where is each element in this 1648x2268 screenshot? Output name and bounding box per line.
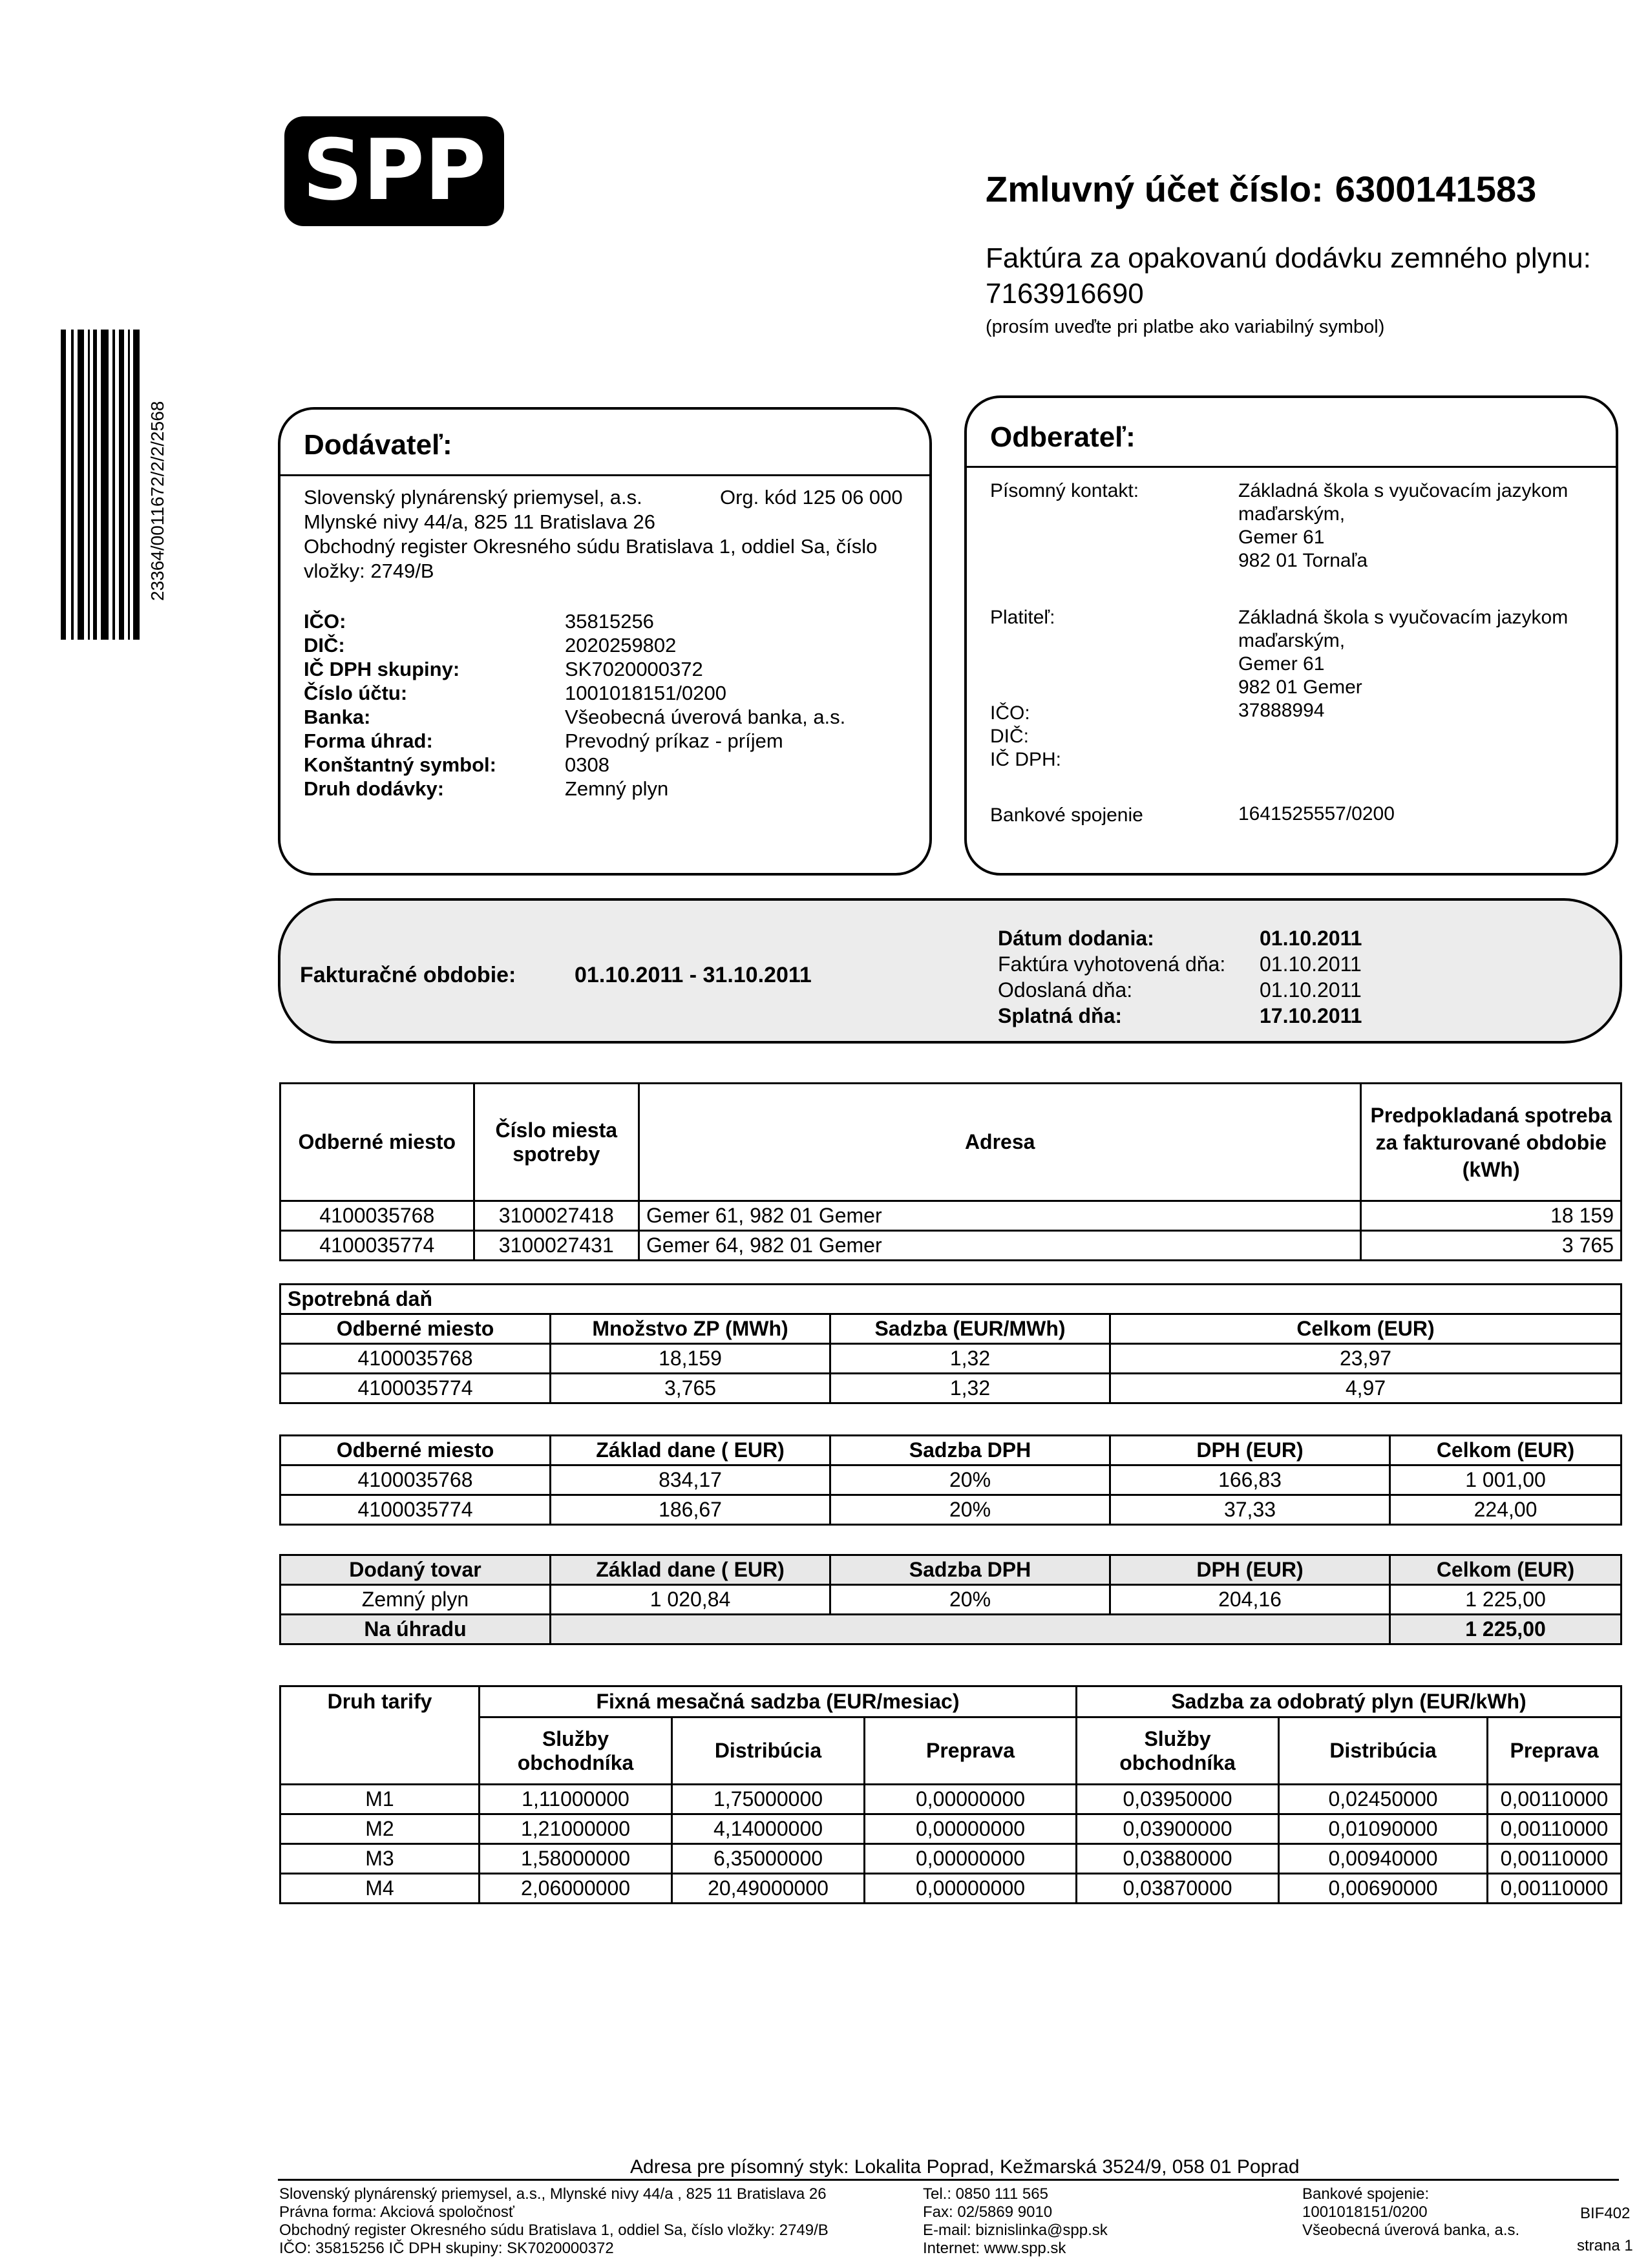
table-cell: 0,00940000 [1279, 1844, 1488, 1874]
table-cell: 0,00000000 [865, 1844, 1077, 1874]
payer-line: Základná škola s vyučovacím jazykom [1238, 607, 1569, 628]
table-cell: 3,765 [551, 1374, 830, 1403]
table-header: Druh tarify [280, 1686, 480, 1785]
table-cell: 20,49000000 [672, 1874, 865, 1904]
table-header: Preprava [865, 1717, 1077, 1785]
table-cell: 0,02450000 [1279, 1785, 1488, 1814]
table-header: Množstvo ZP (MWh) [551, 1314, 830, 1344]
footer-bank [1302, 2185, 1519, 2240]
customer-dic-label: DIČ: [990, 726, 1029, 747]
table-title: Spotrebná daň [280, 1285, 1622, 1314]
total-value: 1 225,00 [1390, 1615, 1622, 1644]
table-header: Sadzba (EUR/MWh) [830, 1314, 1110, 1344]
table-header: Adresa [639, 1084, 1361, 1201]
contact-line: maďarským, [1238, 503, 1346, 525]
table-cell: 0,03870000 [1077, 1874, 1279, 1904]
table-cell: Gemer 61, 982 01 Gemer [639, 1201, 1361, 1231]
table-cell: 0,01090000 [1279, 1814, 1488, 1844]
table-cell: 1 001,00 [1390, 1465, 1622, 1495]
table-cell: 166,83 [1110, 1465, 1390, 1495]
table-cell: 1,32 [830, 1374, 1110, 1403]
customer-icdph-label: IČ DPH: [990, 749, 1062, 770]
table-cell: Zemný plyn [280, 1585, 551, 1615]
table-cell: M2 [280, 1814, 480, 1844]
table-row [280, 1814, 1622, 1844]
vat-table [279, 1434, 1622, 1526]
bank-label: Bankové spojenie [990, 804, 1143, 826]
supplier-field-label: Číslo účtu: [304, 682, 408, 704]
table-cell: 4100035768 [280, 1465, 551, 1495]
table-cell: 2,06000000 [480, 1874, 672, 1904]
customer-ico-label: IČO: [990, 702, 1030, 724]
table-cell: 4100035774 [280, 1495, 551, 1525]
invoice-note: (prosím uveďte pri platbe ako variabilný symbol) [986, 317, 1385, 337]
table-header: Predpokladaná spotreba za fakturované obdobie (kWh) [1361, 1084, 1622, 1201]
table-cell: M4 [280, 1874, 480, 1904]
table-header: Celkom (EUR) [1390, 1436, 1622, 1465]
table-header: Sadzba DPH [830, 1436, 1110, 1465]
supplier-field-label: Forma úhrad: [304, 730, 433, 752]
table-cell: 224,00 [1390, 1495, 1622, 1525]
footer-line: Všeobecná úverová banka, a.s. [1302, 2221, 1520, 2239]
footer-divider [278, 2179, 1619, 2181]
table-header: Celkom (EUR) [1390, 1555, 1622, 1585]
footer-line: IČO: 35815256 IČ DPH skupiny: SK7020000372 [279, 2240, 614, 2257]
form-code: BIF402 [1580, 2205, 1631, 2222]
table-header: Odberné miesto [280, 1436, 551, 1465]
period-value: 01.10.2011 - 31.10.2011 [575, 963, 812, 987]
table-cell: 0,00000000 [865, 1785, 1077, 1814]
table-cell: 18 159 [1361, 1201, 1622, 1231]
table-row [280, 1465, 1622, 1495]
table-cell: 0,00110000 [1488, 1814, 1622, 1844]
customer-box [964, 395, 1618, 876]
table-cell: Gemer 64, 982 01 Gemer [639, 1231, 1361, 1261]
supplier-field-label: IČO: [304, 610, 346, 633]
table-cell: M3 [280, 1844, 480, 1874]
supplier-field-value: 0308 [565, 753, 609, 776]
footer-line: Právna forma: Akciová spoločnosť [279, 2203, 514, 2221]
table-cell: 1,32 [830, 1344, 1110, 1374]
supplier-register: Obchodný register Okresného súdu Bratislava 1, oddiel Sa, číslo [304, 535, 878, 558]
table-cell: 1,21000000 [480, 1814, 672, 1844]
table-header: DPH (EUR) [1110, 1436, 1390, 1465]
table-header: DPH (EUR) [1110, 1555, 1390, 1585]
footer-line: Bankové spojenie: [1302, 2185, 1430, 2203]
page-number: strana 1 [1577, 2237, 1633, 2254]
table-row [280, 1844, 1622, 1874]
table-cell: 834,17 [551, 1465, 830, 1495]
table-cell: 0,00000000 [865, 1874, 1077, 1904]
footer-line: Slovenský plynárenský priemysel, a.s., Mlynské nivy 44/a , 825 11 Bratislava 26 [279, 2185, 827, 2203]
table-row [280, 1585, 1622, 1615]
goods-total-table [279, 1554, 1622, 1645]
table-cell: 20% [830, 1465, 1110, 1495]
table-cell: 1,58000000 [480, 1844, 672, 1874]
invoice-number: 7163916690 [986, 278, 1144, 310]
table-row [280, 1344, 1622, 1374]
table-header: Odberné miesto [280, 1314, 551, 1344]
table-header: Sadzba DPH [830, 1555, 1110, 1585]
contact-line: 982 01 Tornaľa [1238, 550, 1368, 571]
supplier-address: Mlynské nivy 44/a, 825 11 Bratislava 26 [304, 510, 655, 533]
footer-contacts [923, 2185, 1108, 2258]
payer-line: Gemer 61 [1238, 653, 1325, 675]
supplier-box [278, 407, 932, 876]
supplier-field-label: Banka: [304, 706, 371, 728]
table-header: Základ dane ( EUR) [551, 1555, 830, 1585]
table-header: Sadzba za odobratý plyn (EUR/kWh) [1077, 1686, 1622, 1717]
date-label: Faktúra vyhotovená dňa: [998, 952, 1226, 976]
spp-logo [284, 116, 504, 226]
supplier-field-value: 1001018151/0200 [565, 682, 726, 704]
tariffs-table [279, 1685, 1622, 1904]
bank-value: 1641525557/0200 [1238, 803, 1395, 824]
supplier-field-value: SK7020000372 [565, 658, 703, 680]
customer-title: Odberateľ: [990, 421, 1136, 453]
footer-line: Tel.: 0850 111 565 [923, 2185, 1048, 2203]
period-label: Fakturačné obdobie: [300, 963, 516, 987]
table-cell: 1,11000000 [480, 1785, 672, 1814]
payer-line: maďarským, [1238, 630, 1346, 651]
contract-label: Zmluvný účet číslo: [986, 169, 1324, 209]
date-label: Odoslaná dňa: [998, 978, 1133, 1002]
table-cell: M1 [280, 1785, 480, 1814]
date-label: Dátum dodania: [998, 927, 1154, 950]
table-cell: 1 225,00 [1390, 1585, 1622, 1615]
mailing-address: Adresa pre písomný styk: Lokalita Poprad, Kežmarská 3524/9, 058 01 Poprad [630, 2156, 1300, 2178]
table-cell: 0,03950000 [1077, 1785, 1279, 1814]
table-cell: 0,00110000 [1488, 1785, 1622, 1814]
supplier-field-label: DIČ: [304, 634, 345, 656]
table-row [280, 1874, 1622, 1904]
table-row [280, 1495, 1622, 1525]
table-cell: 186,67 [551, 1495, 830, 1525]
table-cell: 3100027418 [474, 1201, 639, 1231]
table-cell: 4100035768 [280, 1344, 551, 1374]
table-cell: 23,97 [1110, 1344, 1622, 1374]
table-row [280, 1201, 1622, 1231]
footer-line: Internet: www.spp.sk [923, 2240, 1066, 2257]
barcode-number: 23364/0011672/2/2/2568 [147, 401, 167, 601]
supplier-field-value: 2020259802 [565, 634, 677, 656]
customer-ico-value: 37888994 [1238, 700, 1325, 721]
payer-label: Platiteľ: [990, 607, 1055, 628]
date-label: Splatná dňa: [998, 1004, 1123, 1027]
table-header: Číslo miesta spotreby [474, 1084, 639, 1201]
table-cell: 0,03880000 [1077, 1844, 1279, 1874]
table-header: Fixná mesačná sadzba (EUR/mesiac) [480, 1686, 1077, 1717]
table-cell: 1,75000000 [672, 1785, 865, 1814]
supplier-field-label: Druh dodávky: [304, 777, 445, 800]
supplier-org-code: Org. kód 125 06 000 [720, 486, 903, 509]
table-header: Distribúcia [672, 1717, 865, 1785]
invoice-title: Faktúra za opakovanú dodávku zemného plynu: [986, 242, 1591, 274]
footer-line: E-mail: biznislinka@spp.sk [923, 2221, 1108, 2239]
table-cell: 0,00690000 [1279, 1874, 1488, 1904]
table-cell [551, 1615, 1390, 1644]
date-value: 17.10.2011 [1260, 1004, 1362, 1027]
footer-line: Obchodný register Okresného súdu Bratislava 1, oddiel Sa, číslo vložky: 2749/B [279, 2221, 829, 2239]
table-cell: 4100035774 [280, 1231, 474, 1261]
table-cell: 4,14000000 [672, 1814, 865, 1844]
table-cell: 3100027431 [474, 1231, 639, 1261]
table-cell: 4100035774 [280, 1374, 551, 1403]
svg-text:SPP: SPP [302, 121, 487, 219]
supplier-title: Dodávateľ: [304, 429, 452, 461]
table-header: Dodaný tovar [280, 1555, 551, 1585]
date-value: 01.10.2011 [1260, 927, 1362, 950]
table-cell: 204,16 [1110, 1585, 1390, 1615]
table-cell: 1 020,84 [551, 1585, 830, 1615]
table-header: Celkom (EUR) [1110, 1314, 1622, 1344]
table-header: Základ dane ( EUR) [551, 1436, 830, 1465]
table-cell: 20% [830, 1495, 1110, 1525]
table-cell: 18,159 [551, 1344, 830, 1374]
table-cell: 20% [830, 1585, 1110, 1615]
table-header: Služby obchodníka [1077, 1717, 1279, 1785]
contact-line: Gemer 61 [1238, 527, 1325, 548]
total-label: Na úhradu [280, 1615, 551, 1644]
table-cell: 0,03900000 [1077, 1814, 1279, 1844]
table-row [280, 1374, 1622, 1403]
contract-number: 6300141583 [1335, 169, 1537, 209]
supplier-name: Slovenský plynárenský priemysel, a.s. [304, 486, 642, 509]
footer-line: 1001018151/0200 [1302, 2203, 1428, 2221]
table-row [280, 1785, 1622, 1814]
table-cell: 0,00000000 [865, 1814, 1077, 1844]
payer-line: 982 01 Gemer [1238, 677, 1362, 698]
supplier-field-value: Prevodný príkaz - príjem [565, 730, 783, 752]
table-cell: 4100035768 [280, 1201, 474, 1231]
supplier-field-value: Všeobecná úverová banka, a.s. [565, 706, 846, 728]
supplier-field-value: Zemný plyn [565, 777, 669, 800]
total-row [280, 1615, 1622, 1644]
table-header: Služby obchodníka [480, 1717, 672, 1785]
supplier-field-label: IČ DPH skupiny: [304, 658, 460, 680]
supplier-register-2: vložky: 2749/B [304, 560, 434, 582]
table-header: Preprava [1488, 1717, 1622, 1785]
table-header: Odberné miesto [280, 1084, 474, 1201]
table-cell: 3 765 [1361, 1231, 1622, 1261]
table-cell: 4,97 [1110, 1374, 1622, 1403]
table-cell: 6,35000000 [672, 1844, 865, 1874]
table-header: Distribúcia [1279, 1717, 1488, 1785]
contact-label: Písomný kontakt: [990, 480, 1139, 501]
table-cell: 37,33 [1110, 1495, 1390, 1525]
excise-tax-table [279, 1283, 1622, 1404]
table-cell: 0,00110000 [1488, 1844, 1622, 1874]
billing-period-box [278, 898, 1622, 1044]
consumption-places-table [279, 1082, 1622, 1261]
customer-divider [967, 466, 1616, 468]
date-value: 01.10.2011 [1260, 978, 1362, 1002]
footer-line: Fax: 02/5869 9010 [923, 2203, 1053, 2221]
table-row [280, 1231, 1622, 1261]
footer-company [279, 2185, 829, 2258]
date-value: 01.10.2011 [1260, 952, 1362, 976]
supplier-field-label: Konštantný symbol: [304, 753, 496, 776]
contract-account [986, 168, 1548, 210]
table-cell: 0,00110000 [1488, 1874, 1622, 1904]
supplier-divider [280, 474, 929, 476]
contact-line: Základná škola s vyučovacím jazykom [1238, 480, 1569, 501]
supplier-field-value: 35815256 [565, 610, 654, 633]
